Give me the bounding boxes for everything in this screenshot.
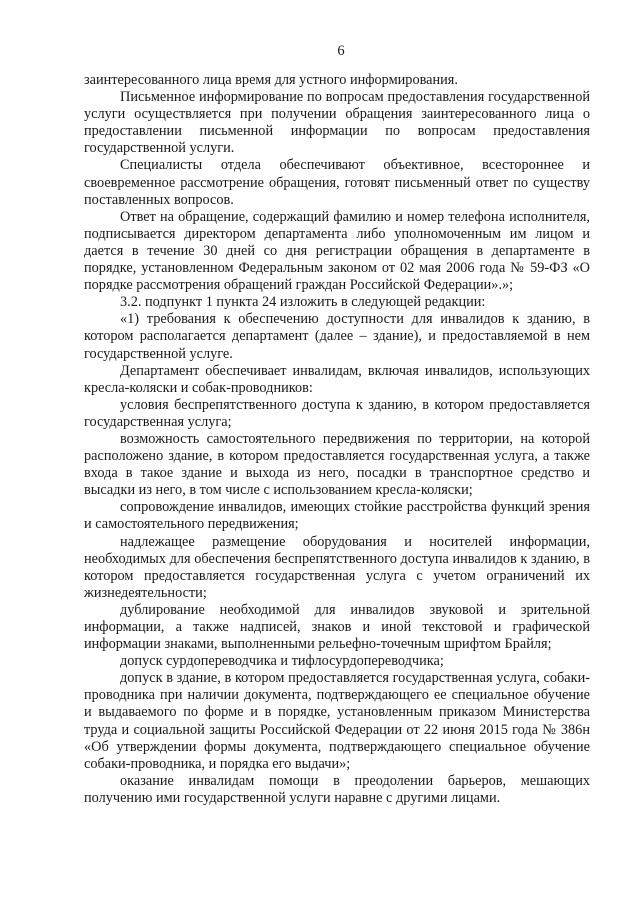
page-number: 6 <box>337 43 345 59</box>
paragraph-written-info: Письменное информирование по вопросам предоставления государственной услуги осуществляется при получении обращения заинтересованного лица о предоставлении письменной информации по вопросам предоставления государственной услуги. <box>84 89 590 157</box>
paragraph-response: Ответ на обращение, содержащий фамилию и номер телефона исполнителя, подписывается директором департамента либо уполномоченным им лицом и дается в течение 30 дней со дня регистрации обращения в департаменте в порядке, установленном Федеральным законом от 02 мая 2006 года № 59-ФЗ «О порядке рассмотрения обращений граждан Российской Федерации».»; <box>84 208 590 294</box>
list-item-access-conditions: условия беспрепятственного доступа к зданию, в котором предоставляется государственная услуга; <box>84 396 590 430</box>
list-item-braille: дублирование необходимой для инвалидов звуковой и зрительной информации, а также надписей, знаков и иной текстовой и графической информации знаками, выполненными рельефно-точечным шрифтом Брайля; <box>84 601 590 653</box>
document-body <box>84 72 590 807</box>
list-item-equipment: надлежащее размещение оборудования и носителей информации, необходимых для обеспечения беспрепятственного доступа инвалидов к зданию, в котором предоставляется государственная услуга с учетом ограничений их жизнедеятельности; <box>84 533 590 601</box>
paragraph-department-provides: Департамент обеспечивает инвалидам, включая инвалидов, использующих кресла-коляски и собак-проводников: <box>84 362 590 396</box>
paragraph-requirements: «1) требования к обеспечению доступности для инвалидов к зданию, в котором располагается департамент (далее – здание), и предоставляемой в нем государственной услуге. <box>84 311 590 362</box>
list-item-escort: сопровождение инвалидов, имеющих стойкие расстройства функций зрения и самостоятельного передвижения; <box>84 499 590 533</box>
list-item-assistance: оказание инвалидам помощи в преодолении барьеров, мешающих получению ими государственной услуги наравне с другими лицами. <box>84 772 590 806</box>
paragraph-subclause-3-2: 3.2. подпункт 1 пункта 24 изложить в следующей редакции: <box>120 294 486 311</box>
list-item-movement: возможность самостоятельного передвижения по территории, на которой расположено здание, в котором предоставляется государственная услуга, а также входа в такое здание и выхода из него, посадки в транспортное средство и высадки из него, в том числе с использованием кресла-коляски; <box>84 430 590 499</box>
paragraph-specialists: Специалисты отдела обеспечивают объективное, всестороннее и своевременное рассмотрение обращения, готовят письменный ответ по существу поставленных вопросов. <box>84 157 590 208</box>
list-item-guide-dog: допуск в здание, в котором предоставляется государственная услуга, собаки-проводника при наличии документа, подтверждающего ее специальное обучение и выдаваемого по форме и в порядке, установленным приказом Министерства труда и социальной защиты Российской Федерации от 22 июня 2015 года № 386н «Об утверждении формы документа, подтверждающего специальное обучение собаки-проводника, и порядка его выдачи»; <box>84 670 590 772</box>
list-item-interpreter: допуск сурдопереводчика и тифлосурдопереводчика; <box>120 653 444 670</box>
paragraph-continuation: заинтересованного лица время для устного информирования. <box>84 72 458 88</box>
